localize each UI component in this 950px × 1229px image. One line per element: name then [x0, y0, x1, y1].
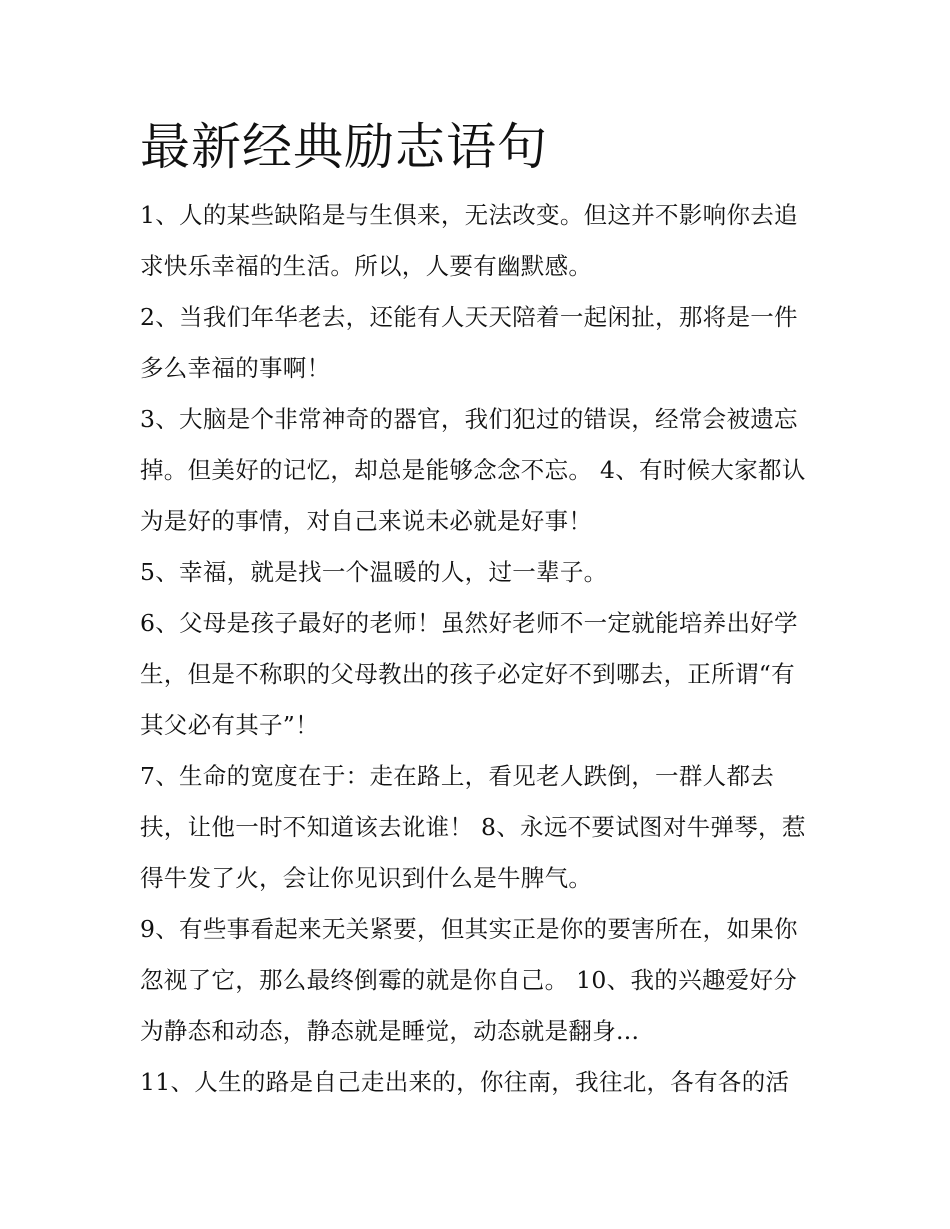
quote-paragraph-1: 1、人的某些缺陷是与生俱来，无法改变。但这并不影响你去追求快乐幸福的生活。所以，人要有幽默感。	[140, 201, 798, 280]
quote-paragraph-6: 7、生命的宽度在于：走在路上，看见老人跌倒，一群人都去扶，让他一时不知道该去讹谁！ 8、永远不要试图对牛弹琴，惹得牛发了火，会让你见识到什么是牛脾气。	[140, 762, 806, 892]
quote-paragraph-4: 5、幸福，就是找一个温暖的人，过一辈子。	[140, 558, 608, 586]
document-page	[140, 112, 810, 1108]
quote-paragraph-7: 9、有些事看起来无关紧要，但其实正是你的要害所在，如果你忽视了它，那么最终倒霉的就是你自己。 10、我的兴趣爱好分为静态和动态，静态就是睡觉，动态就是翻身...	[140, 915, 798, 1045]
quote-paragraph-3: 3、大脑是个非常神奇的器官，我们犯过的错误，经常会被遗忘掉。但美好的记忆，却总是能够念念不忘。 4、有时候大家都认为是好的事情，对自己来说未必就是好事！	[140, 405, 806, 535]
quote-paragraph-5: 6、父母是孩子最好的老师！虽然好老师不一定就能培养出好学生，但是不称职的父母教出的孩子必定好不到哪去，正所谓“有其父必有其子”！	[140, 609, 798, 739]
quote-paragraph-2: 2、当我们年华老去，还能有人天天陪着一起闲扯，那将是一件多么幸福的事啊！	[140, 303, 798, 382]
quote-paragraph-8: 11、人生的路是自己走出来的，你往南，我往北，各有各的活	[140, 1068, 790, 1096]
page-title: 最新经典励志语句	[140, 118, 548, 176]
